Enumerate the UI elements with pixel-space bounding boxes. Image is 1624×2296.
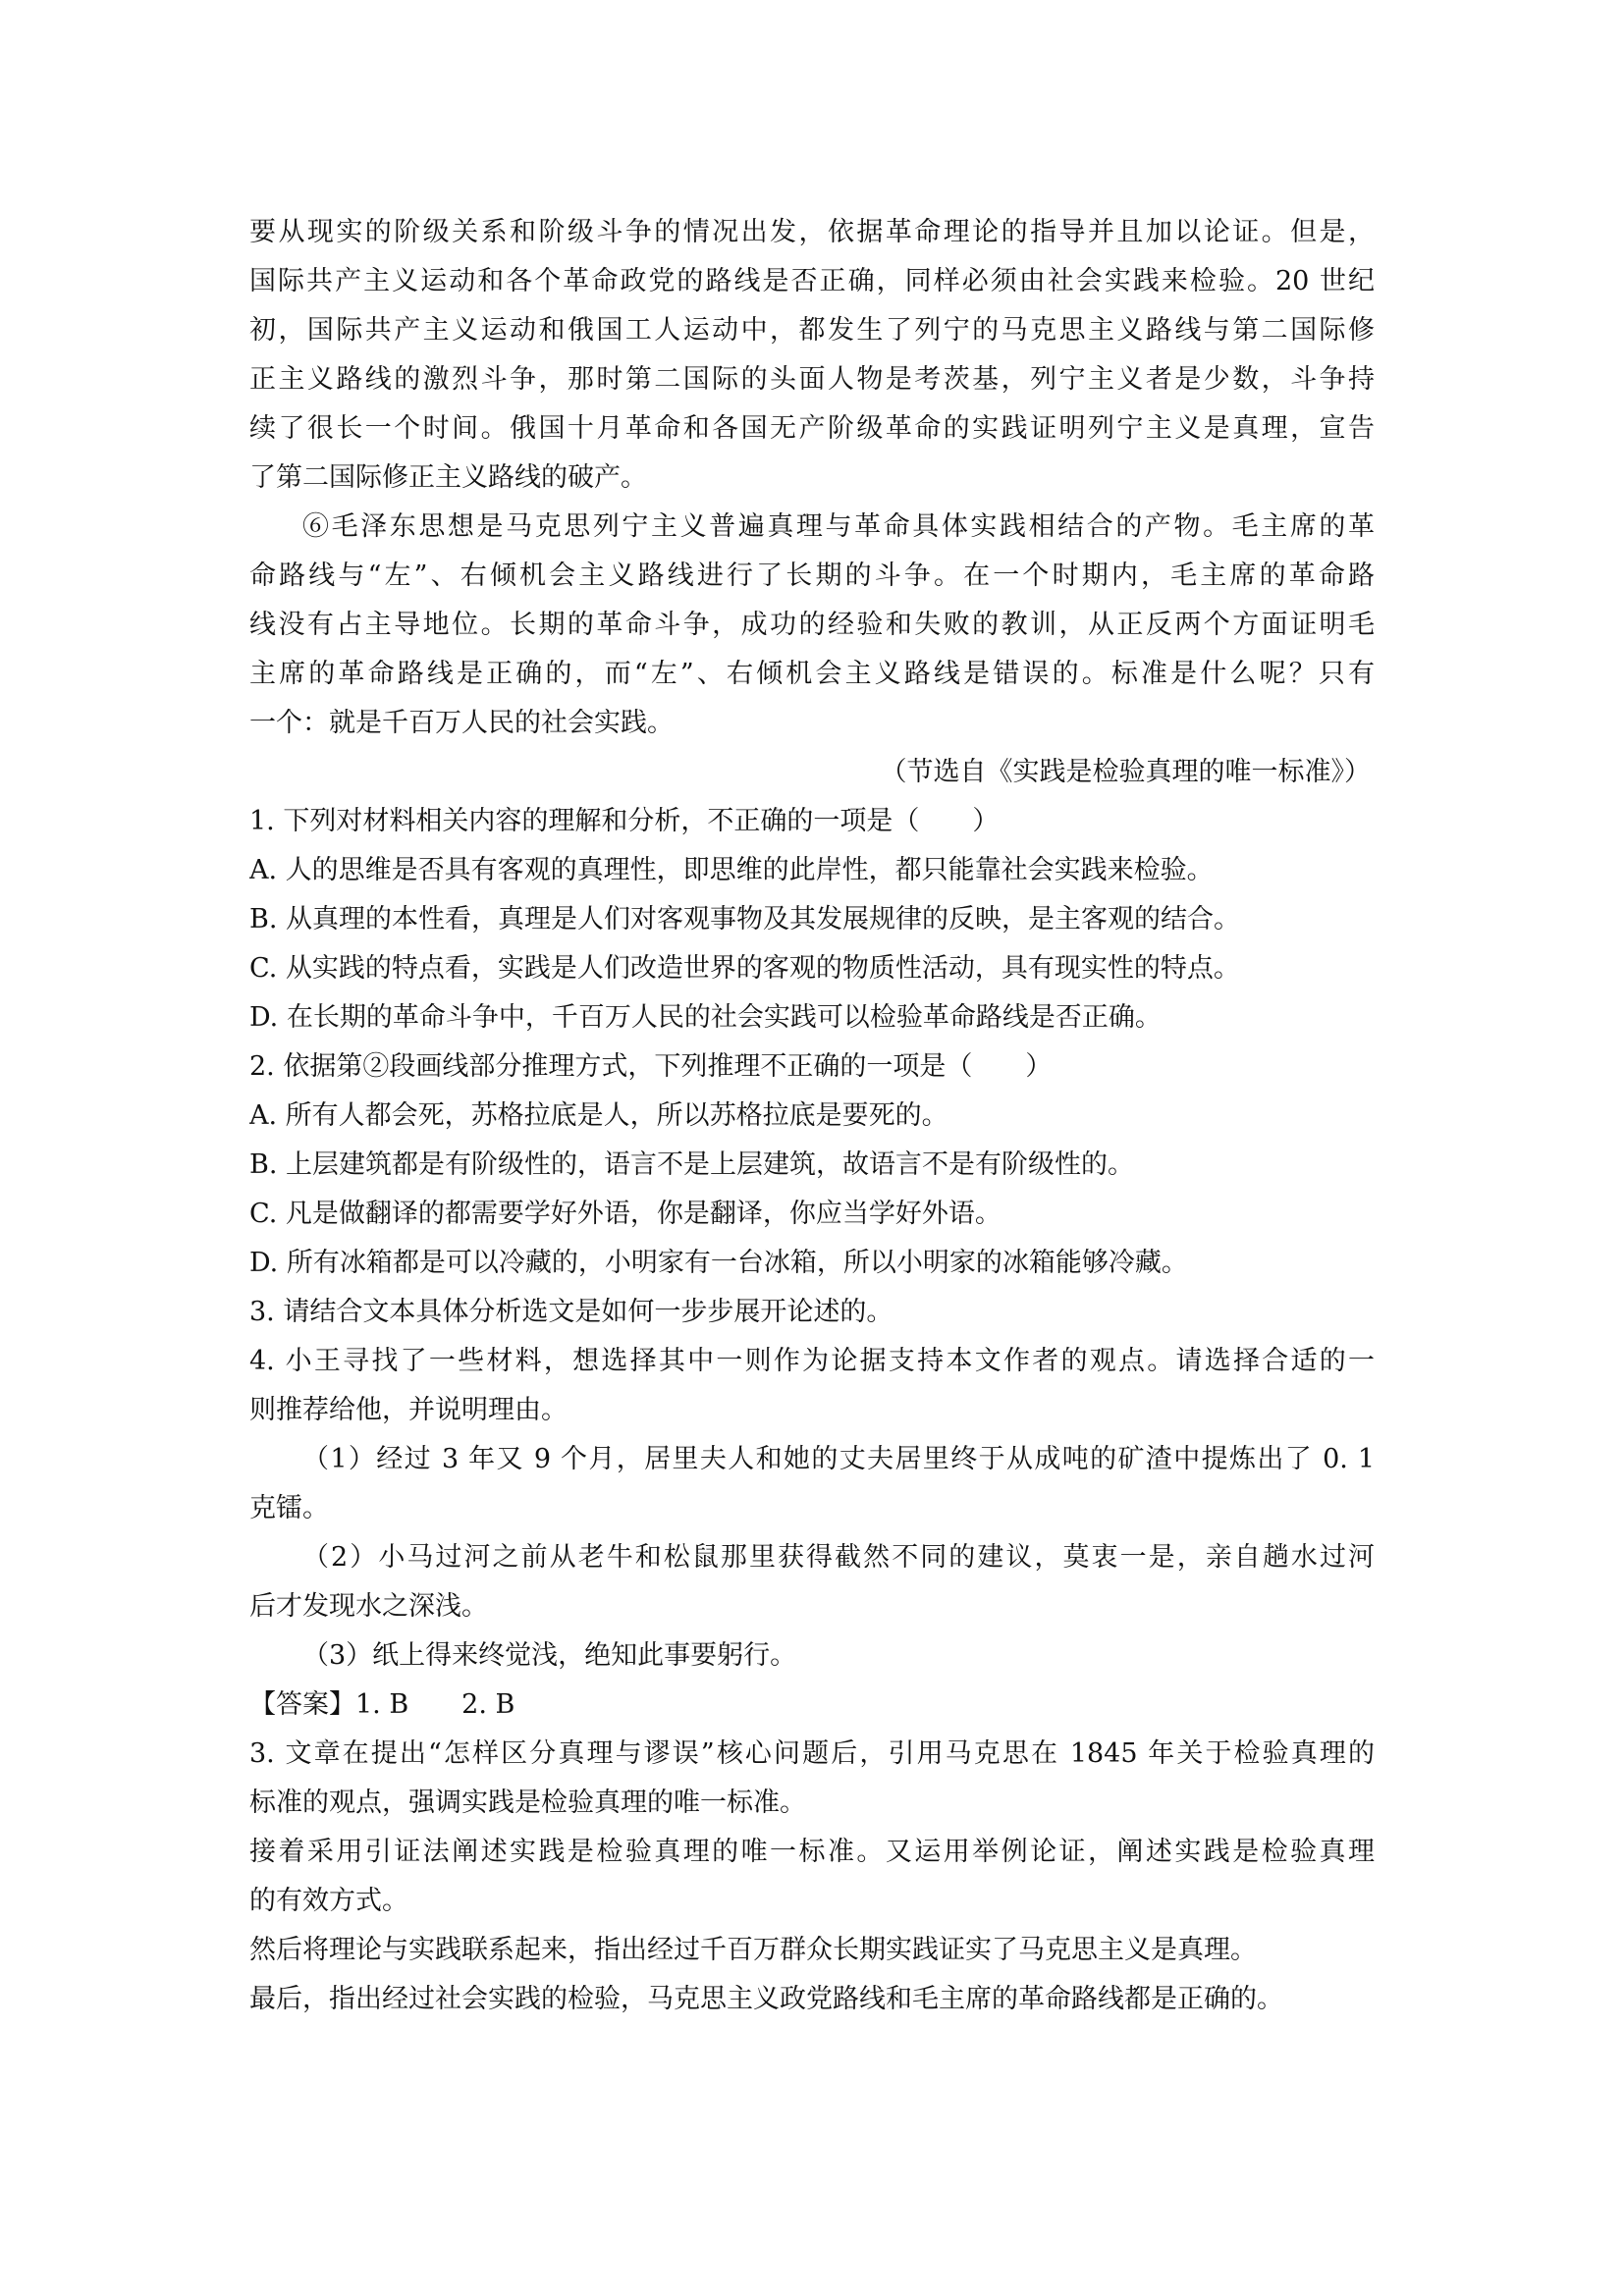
- paragraph-5: [249, 208, 1375, 503]
- option-d: D. 所有冰箱都是可以冷藏的，小明家有一台冰箱，所以小明家的冰箱能够冷藏。: [249, 1248, 1188, 1278]
- answer-line: 的有效方式。: [249, 1886, 408, 1916]
- question-2: [249, 1042, 1375, 1288]
- text-line: 续了很长一个时间。俄国十月革命和各国无产阶级革命的实践证明列宁主义是真理，宣告: [249, 413, 1375, 444]
- material-3: （3）纸上得来终觉浅，绝知此事要躬行。: [302, 1640, 797, 1671]
- option-c: C. 凡是做翻译的都需要学好外语，你是翻译，你应当学好外语。: [249, 1199, 1001, 1229]
- question-4: [249, 1337, 1375, 1681]
- answer-line: 接着采用引证法阐述实践是检验真理的唯一标准。又运用举例论证，阐述实践是检验真理: [249, 1837, 1375, 1867]
- question-stem: 2. 依据第②段画线部分推理方式，下列推理不正确的一项是（ ）: [249, 1051, 1053, 1082]
- document-page: [249, 208, 1375, 2024]
- text-line: ⑥毛泽东思想是马克思列宁主义普遍真理与革命具体实践相结合的产物。毛主席的革: [302, 511, 1375, 542]
- material-2: 后才发现水之深浅。: [249, 1591, 488, 1622]
- text-line: 了第二国际修正主义路线的破产。: [249, 462, 647, 493]
- answer-line: 然后将理论与实践联系起来，指出经过千百万群众长期实践证实了马克思主义是真理。: [249, 1935, 1257, 1965]
- option-c: C. 从实践的特点看，实践是人们改造世界的客观的物质性活动，具有现实性的特点。: [249, 953, 1240, 984]
- question-3: 3. 请结合文本具体分析选文是如何一步步展开论述的。: [249, 1297, 893, 1327]
- answer-section: [249, 1681, 1375, 2024]
- source-citation: （节选自《实践是检验真理的唯一标准》）: [880, 757, 1371, 787]
- question-stem: 4. 小王寻找了一些材料，想选择其中一则作为论据支持本文作者的观点。请选择合适的一: [249, 1346, 1375, 1376]
- option-b: B. 上层建筑都是有阶级性的，语言不是上层建筑，故语言不是有阶级性的。: [249, 1149, 1135, 1180]
- text-line: 国际共产主义运动和各个革命政党的路线是否正确，同样必须由社会实践来检验。20 世纪: [249, 266, 1375, 296]
- text-line: 一个：就是千百万人民的社会实践。: [249, 708, 674, 738]
- answer-line: 最后，指出经过社会实践的检验，马克思主义政党路线和毛主席的革命路线都是正确的。: [249, 1984, 1283, 2014]
- option-a: A. 所有人都会死，苏格拉底是人，所以苏格拉底是要死的。: [249, 1100, 948, 1131]
- text-line: 线没有占主导地位。长期的革命斗争，成功的经验和失败的教训，从正反两个方面证明毛: [249, 610, 1375, 640]
- material-1: 克镭。: [249, 1493, 329, 1523]
- paragraph-6: [249, 503, 1375, 748]
- text-line: 主席的革命路线是正确的，而“左”、右倾机会主义路线是错误的。标准是什么呢？只有: [249, 659, 1375, 689]
- option-d: D. 在长期的革命斗争中，千百万人民的社会实践可以检验革命路线是否正确。: [249, 1002, 1162, 1033]
- material-2: （2）小马过河之前从老牛和松鼠那里获得截然不同的建议，莫衷一是，亲自趟水过河: [302, 1542, 1375, 1573]
- text-line: 正主义路线的激烈斗争，那时第二国际的头面人物是考茨基，列宁主义者是少数，斗争持: [249, 364, 1375, 395]
- answer-header: 【答案】1. B 2. B: [249, 1689, 515, 1720]
- option-b: B. 从真理的本性看，真理是人们对客观事物及其发展规律的反映，是主客观的结合。: [249, 904, 1241, 934]
- question-stem: 1. 下列对材料相关内容的理解和分析，不正确的一项是（ ）: [249, 806, 1000, 836]
- question-1: [249, 797, 1375, 1042]
- material-1: （1）经过 3 年又 9 个月，居里夫人和她的丈夫居里终于从成吨的矿渣中提炼出了 0. 1: [302, 1444, 1375, 1474]
- option-a: A. 人的思维是否具有客观的真理性，即思维的此岸性，都只能靠社会实践来检验。: [249, 855, 1214, 885]
- question-stem: 则推荐给他，并说明理由。: [249, 1395, 568, 1425]
- text-line: 初，国际共产主义运动和俄国工人运动中，都发生了列宁的马克思主义路线与第二国际修: [249, 315, 1375, 346]
- text-line: 命路线与“左”、右倾机会主义路线进行了长期的斗争。在一个时期内，毛主席的革命路: [249, 561, 1375, 591]
- answer-line: 标准的观点，强调实践是检验真理的唯一标准。: [249, 1788, 806, 1818]
- text-line: 要从现实的阶级关系和阶级斗争的情况出发，依据革命理论的指导并且加以论证。但是，: [249, 217, 1375, 247]
- answer-line: 3. 文章在提出“怎样区分真理与谬误”核心问题后，引用马克思在 1845 年关于检验真理的: [249, 1738, 1375, 1769]
